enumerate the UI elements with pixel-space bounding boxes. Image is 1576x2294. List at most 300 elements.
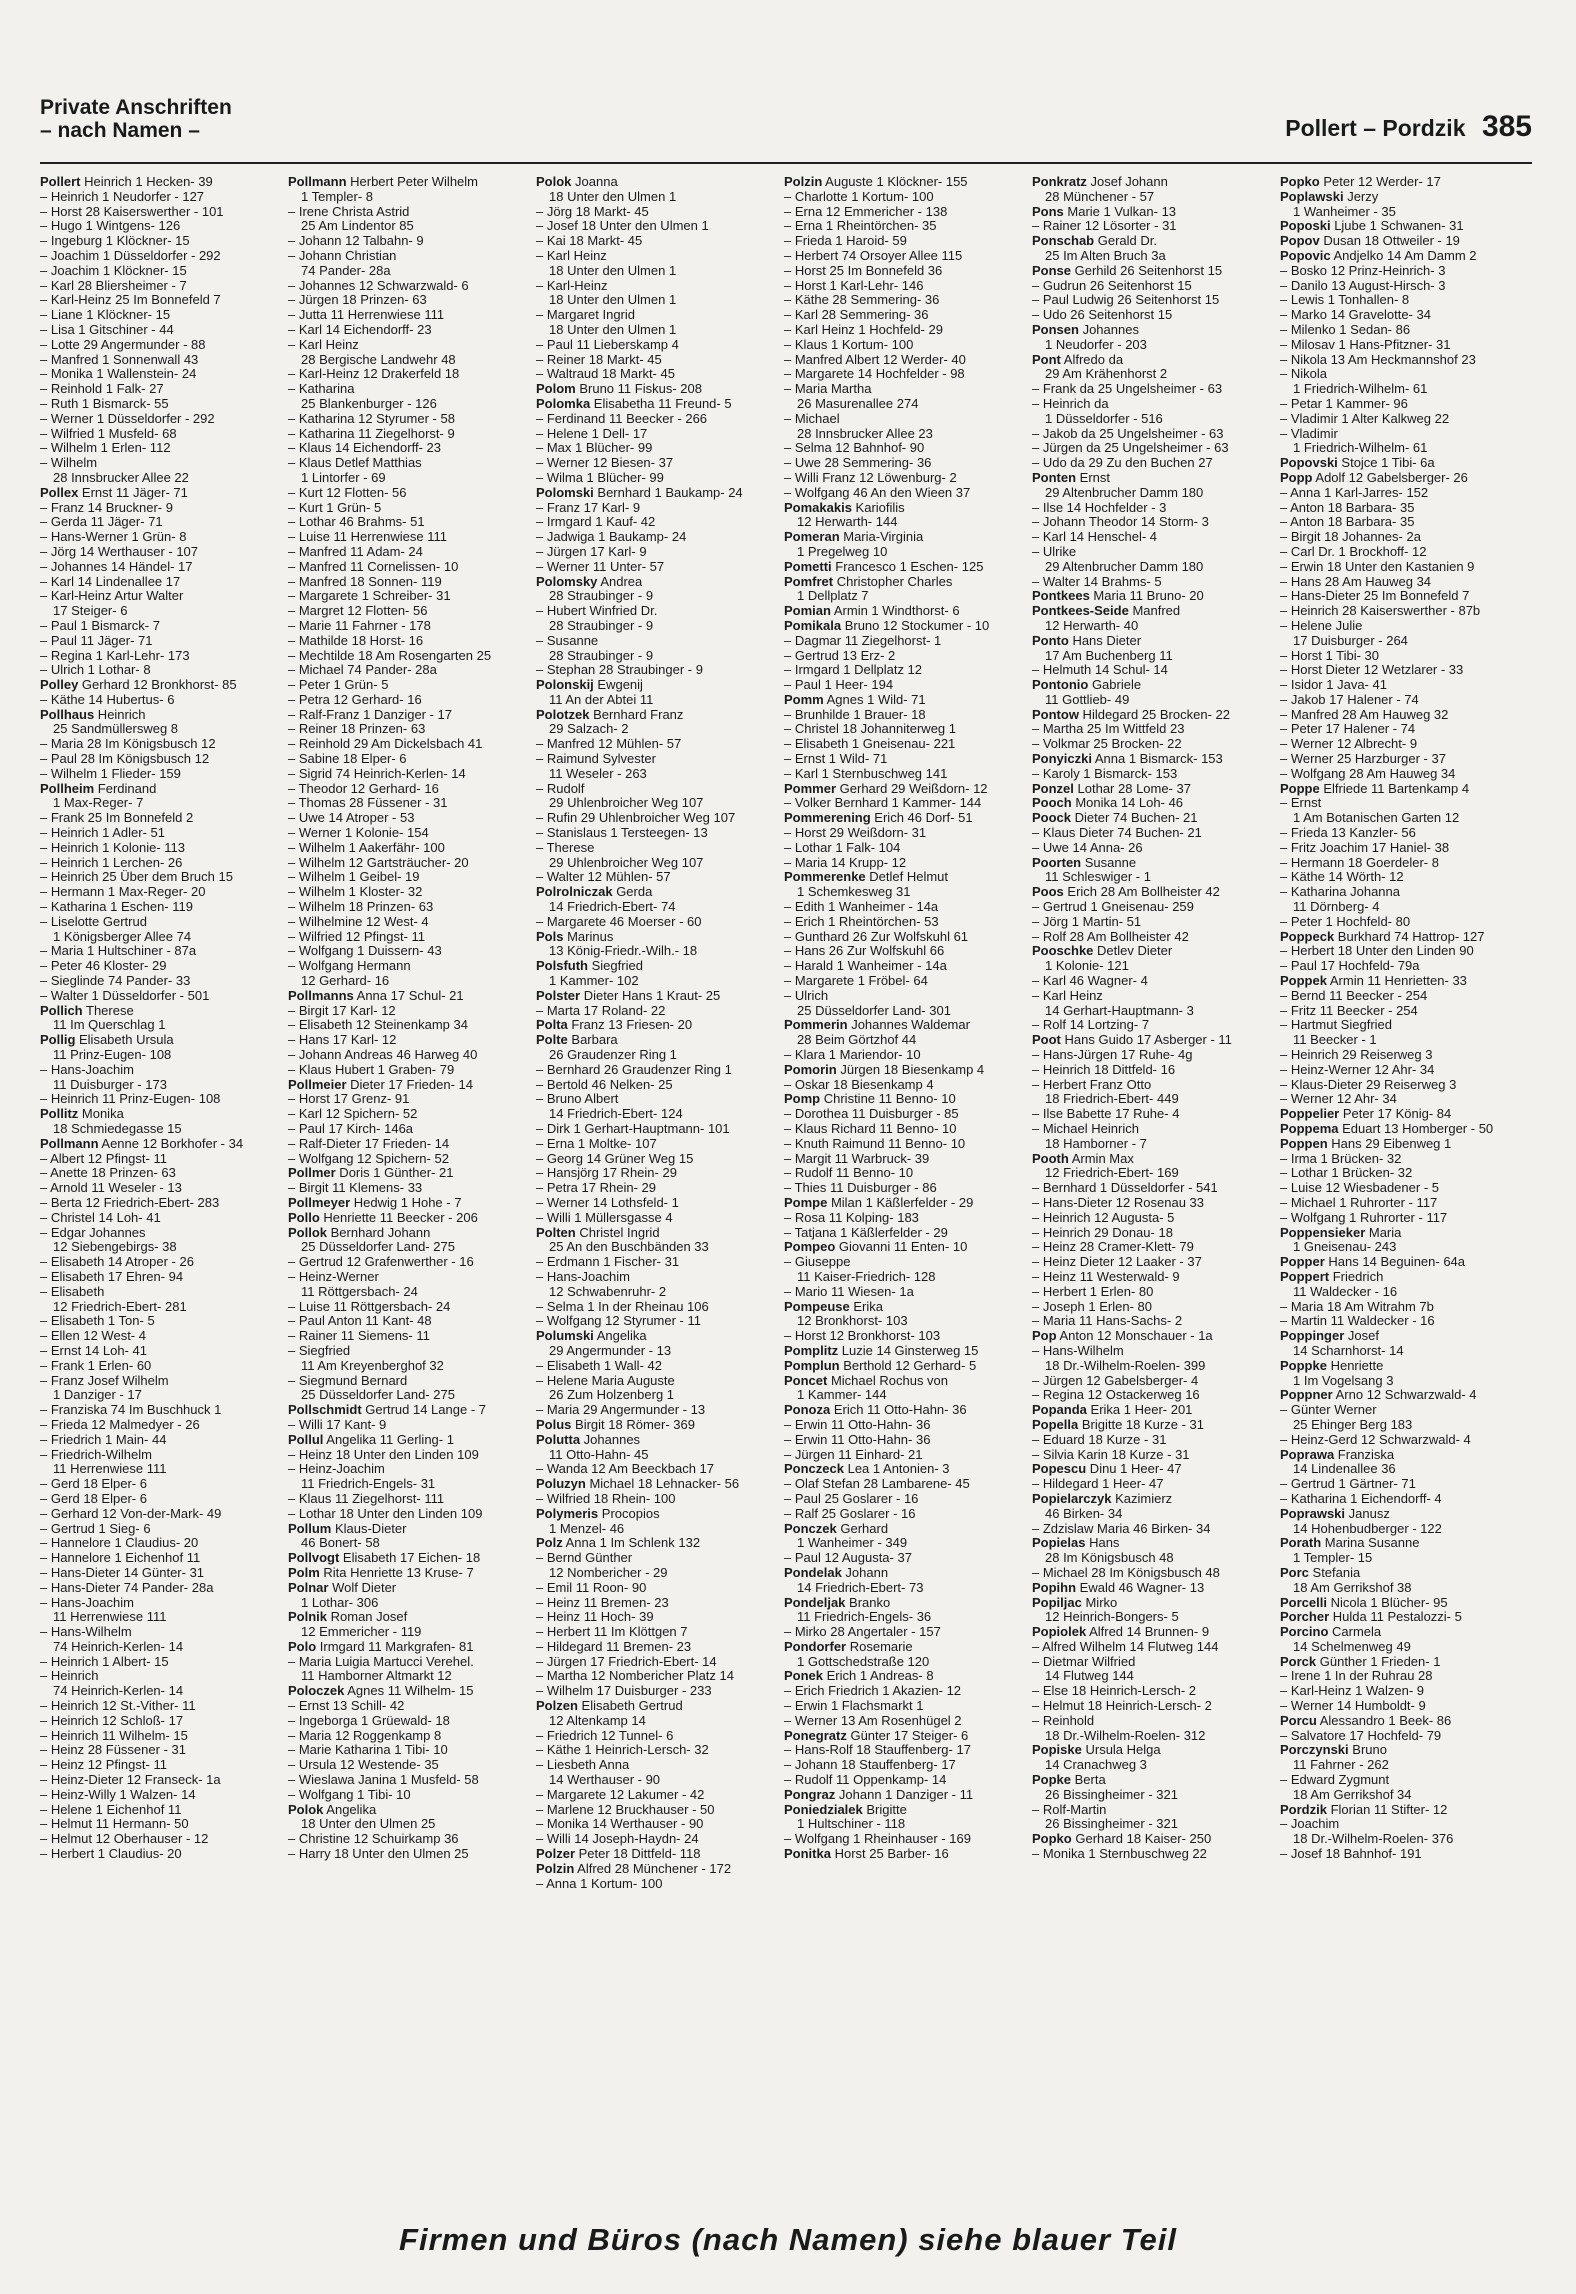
directory-entry: – Rosa 11 Kolping- 183 <box>784 1209 919 1225</box>
surname: Pollhaus <box>40 706 95 722</box>
directory-entry: Pooth Armin Max <box>1032 1150 1134 1166</box>
directory-entry: 1 Gneisenau- 243 <box>1280 1239 1397 1255</box>
directory-entry: – Luise 11 Röttgersbach- 24 <box>288 1298 451 1314</box>
directory-entry: – Joachim 1 Düsseldorfer - 292 <box>40 247 221 263</box>
directory-entry: – Manfred 18 Sonnen- 119 <box>288 573 442 589</box>
directory-entry: Poppek Armin 11 Henrietten- 33 <box>1280 973 1467 989</box>
surname: Pomm <box>784 691 824 707</box>
directory-entry: Polutta Johannes <box>536 1431 641 1447</box>
surname: Polster <box>536 987 581 1003</box>
directory-entry: – Klaus 1 Kortum- 100 <box>784 336 914 352</box>
directory-entry: – Karl-Heinz 25 Im Bonnefeld 7 <box>40 292 221 308</box>
surname: Polzin <box>784 175 823 189</box>
directory-entry: Polnik Roman Josef <box>288 1609 408 1625</box>
surname: Pomp <box>784 1091 821 1107</box>
directory-entry: – Hans-Joachim <box>536 1268 630 1284</box>
surname: Pomplitz <box>784 1342 839 1358</box>
directory-entry: Pomplun Berthold 12 Gerhard- 5 <box>784 1357 977 1373</box>
directory-entry: – Karoly 1 Bismarck- 153 <box>1032 765 1178 781</box>
directory-entry: Pollmann Herbert Peter Wilhelm <box>288 175 478 189</box>
directory-entry: – Johannes 14 Händel- 17 <box>40 558 193 574</box>
directory-entry: – Heinrich 11 Wilhelm- 15 <box>40 1727 188 1743</box>
page-range <box>1285 110 1532 144</box>
directory-entry: Polrolniczak Gerda <box>536 884 653 900</box>
directory-entry: 1 Schemkesweg 31 <box>784 884 911 900</box>
directory-entry: – Friedrich-Wilhelm <box>40 1446 152 1462</box>
directory-entry: – Mirko 28 Angertaler - 157 <box>784 1624 941 1640</box>
directory-entry: 18 Am Gerrikshof 34 <box>1280 1786 1412 1802</box>
directory-entry: – Sigrid 74 Heinrich-Kerlen- 14 <box>288 765 466 781</box>
directory-entry: Pomp Christine 11 Benno- 10 <box>784 1091 956 1107</box>
directory-entry: Polster Dieter Hans 1 Kraut- 25 <box>536 987 721 1003</box>
directory-entry: – Maria 29 Angermunder - 13 <box>536 1402 706 1418</box>
directory-entry: Pollmann Aenne 12 Borkhofer - 34 <box>40 1135 244 1151</box>
directory-entry: – Horst 29 Weißdorn- 31 <box>784 825 927 841</box>
directory-entry: – Hubert Winfried Dr. <box>536 603 658 619</box>
directory-entry: – Werner 13 Am Rosenhügel 2 <box>784 1712 962 1728</box>
surname: Poppke <box>1280 1357 1327 1373</box>
directory-entry: – Heinz Dieter 12 Laaker - 37 <box>1032 1254 1202 1270</box>
directory-entry: – Bruno Albert <box>536 1091 619 1107</box>
directory-entry: – Dagmar 11 Ziegelhorst- 1 <box>784 632 942 648</box>
directory-entry: Pontonio Gabriele <box>1032 677 1142 693</box>
directory-entry: – Walter 12 Mühlen- 57 <box>536 869 671 885</box>
directory-entry: – Silvia Karin 18 Kurze - 31 <box>1032 1446 1190 1462</box>
directory-entry: – Ernst <box>1280 795 1322 811</box>
directory-entry: – Luise 12 Wiesbadener - 5 <box>1280 1180 1439 1196</box>
directory-entry: Pompeo Giovanni 11 Enten- 10 <box>784 1239 968 1255</box>
directory-entry: Ponyiczki Anna 1 Bismarck- 153 <box>1032 751 1223 767</box>
directory-entry: – Salvatore 17 Hochfeld- 79 <box>1280 1727 1442 1743</box>
directory-entry: Ponse Gerhild 26 Seitenhorst 15 <box>1032 262 1223 278</box>
surname: Poppner <box>1280 1387 1333 1403</box>
directory-entry: – Wilma 1 Blücher- 99 <box>536 469 664 485</box>
directory-entry: – Klaus Dieter 74 Buchen- 21 <box>1032 825 1202 841</box>
surname: Polnik <box>288 1609 328 1625</box>
directory-entry: Popella Brigitte 18 Kurze - 31 <box>1032 1416 1204 1432</box>
directory-entry: – Maria 1 Hultschiner - 87a <box>40 943 197 959</box>
directory-entry: Popiolek Alfred 14 Brunnen- 9 <box>1032 1624 1210 1640</box>
directory-entry: Polomka Elisabetha 11 Freund- 5 <box>536 395 732 411</box>
directory-entry: – Karl 28 Bliersheimer - 7 <box>40 277 187 293</box>
directory-entry: – Heinz-Willy 1 Walzen- 14 <box>40 1786 196 1802</box>
directory-entry: – Hildegard 11 Bremen- 23 <box>536 1638 692 1654</box>
directory-entry: – Manfred 28 Am Hauweg 32 <box>1280 706 1449 722</box>
directory-entry: Porc Stefania <box>1280 1564 1361 1580</box>
directory-entry: 17 Am Buchenberg 11 <box>1032 647 1173 663</box>
directory-entry: Poppe Elfriede 11 Bartenkamp 4 <box>1280 780 1470 796</box>
directory-entry: – Johann Christian <box>288 247 397 263</box>
directory-entry: 25 Blankenburger - 126 <box>288 395 437 411</box>
surname: Porc <box>1280 1564 1309 1580</box>
directory-entry: – Heinrich 12 Schloß- 17 <box>40 1712 184 1728</box>
directory-entry: Pommer Gerhard 29 Weißdorn- 12 <box>784 780 988 796</box>
directory-entry: – Heinz 12 Pfingst- 11 <box>40 1757 167 1773</box>
directory-entry: – Helene Maria Auguste <box>536 1372 675 1388</box>
directory-entry: 12 Bronkhorst- 103 <box>784 1313 908 1329</box>
directory-entry: Poniedzialek Brigitte <box>784 1801 907 1817</box>
directory-entry: – Arnold 11 Weseler - 13 <box>40 1180 182 1196</box>
directory-entry: – Margarete 1 Schreiber- 31 <box>288 588 451 604</box>
directory-entry: – Ralf-Franz 1 Danziger - 17 <box>288 706 453 722</box>
directory-entry: – Klaus Hubert 1 Graben- 79 <box>288 1061 455 1077</box>
directory-entry: Poos Erich 28 Am Bollheister 42 <box>1032 884 1220 900</box>
directory-entry: – Gertrud 1 Gärtner- 71 <box>1280 1476 1416 1492</box>
directory-entry: – Selma 12 Bahnhof- 90 <box>784 440 925 456</box>
directory-entry: 18 Unter den Ulmen 25 <box>288 1816 436 1832</box>
directory-entry: – Friedrich 1 Main- 44 <box>40 1431 167 1447</box>
directory-entry: Polomsky Andrea <box>536 573 643 589</box>
directory-entry: 1 Friedrich-Wilhelm- 61 <box>1280 440 1428 456</box>
directory-entry: Polte Barbara <box>536 1032 618 1048</box>
surname: Pontkees <box>1032 588 1090 604</box>
surname: Poot <box>1032 1032 1061 1048</box>
directory-entry: Pomikala Bruno 12 Stockumer - 10 <box>784 617 990 633</box>
directory-entry: 28 Münchener - 57 <box>1032 188 1155 204</box>
page-header <box>40 92 1532 164</box>
directory-entry: – Jutta 11 Herrenwiese 111 <box>288 307 445 323</box>
directory-entry: – Heinrich 11 Prinz-Eugen- 108 <box>40 1091 221 1107</box>
directory-entry: – Erich Friedrich 1 Akazien- 12 <box>784 1683 962 1699</box>
directory-entry: 11 Waldecker - 16 <box>1280 1283 1398 1299</box>
surname: Pollo <box>288 1209 320 1225</box>
directory-entry: – Petra 17 Rhein- 29 <box>536 1180 656 1196</box>
directory-entry: – Vladimir <box>1280 425 1338 441</box>
directory-entry: – Paul Ludwig 26 Seitenhorst 15 <box>1032 292 1220 308</box>
surname: Pomikala <box>784 617 842 633</box>
directory-entry: 14 Werthauser - 90 <box>536 1772 661 1788</box>
directory-entry: 46 Birken- 34 <box>1032 1505 1123 1521</box>
directory-entry: Poppeck Burkhard 74 Hattrop- 127 <box>1280 928 1485 944</box>
surname: Poprawski <box>1280 1505 1346 1521</box>
directory-entry: – Hans-Joachim <box>40 1594 134 1610</box>
directory-entry: – Herbert 74 Orsoyer Allee 115 <box>784 247 963 263</box>
directory-entry: – Anette 18 Prinzen- 63 <box>40 1165 176 1181</box>
directory-entry: Popp Adolf 12 Gabelsberger- 26 <box>1280 469 1468 485</box>
directory-entry: – Jürgen 17 Friedrich-Ebert- 14 <box>536 1653 717 1669</box>
directory-entry: – Rufin 29 Uhlenbroicher Weg 107 <box>536 810 736 826</box>
directory-entry: – Birgit 17 Karl- 12 <box>288 1002 396 1018</box>
directory-entry: – Willi 14 Joseph-Haydn- 24 <box>536 1831 699 1847</box>
directory-entry: Polten Christel Ingrid <box>536 1224 660 1240</box>
directory-entry: – Werner 11 Unter- 57 <box>536 558 665 574</box>
directory-entry: Ponitka Horst 25 Barber- 16 <box>784 1846 949 1862</box>
surname: Ponschab <box>1032 233 1095 249</box>
directory-entry: – Peter 17 Halener - 74 <box>1280 721 1416 737</box>
directory-entry: Poppema Eduart 13 Homberger - 50 <box>1280 1121 1494 1136</box>
directory-entry: – Marlene 12 Bruckhauser - 50 <box>536 1801 715 1817</box>
directory-entry: – Herbert 1 Erlen- 80 <box>1032 1283 1154 1299</box>
surname: Pontkees-Seide <box>1032 603 1129 619</box>
directory-entry: – Bernd 11 Beecker - 254 <box>1280 987 1428 1003</box>
directory-entry: – Werner 14 Lothsfeld- 1 <box>536 1194 679 1210</box>
directory-entry: 12 Gerhard- 16 <box>288 973 390 989</box>
directory-entry: 26 Zum Holzenberg 1 <box>536 1387 675 1403</box>
surname: Popella <box>1032 1416 1079 1432</box>
directory-entry: – Lothar 46 Brahms- 51 <box>288 514 425 530</box>
directory-entry: – Herbert 1 Claudius- 20 <box>40 1846 182 1862</box>
directory-entry: – Alfred Wilhelm 14 Flutweg 144 <box>1032 1638 1219 1654</box>
directory-entry: – Wolfgang 28 Am Hauweg 34 <box>1280 765 1456 781</box>
directory-entry: Pollmeier Dieter 17 Frieden- 14 <box>288 1076 473 1092</box>
directory-entry: Poppner Arno 12 Schwarzwald- 4 <box>1280 1387 1477 1403</box>
directory-entry: – Heinrich 1 Adler- 51 <box>40 825 166 841</box>
surname: Polo <box>288 1638 317 1654</box>
directory-entry: – Karl 14 Lindenallee 17 <box>40 573 181 589</box>
directory-entry: – Hans-Jürgen 17 Ruhe- 4g <box>1032 1047 1193 1063</box>
directory-entry: – Anna 1 Kortum- 100 <box>536 1875 663 1891</box>
directory-entry: – Rainer 11 Siemens- 11 <box>288 1328 430 1344</box>
surname: Poppensieker <box>1280 1224 1366 1240</box>
directory-entry: Pols Marinus <box>536 928 614 944</box>
directory-entry: – Karl 1 Sternbuschweg 141 <box>784 765 948 781</box>
directory-entry: – Heinz 28 Cramer-Klett- 79 <box>1032 1239 1194 1255</box>
directory-entry: – Michael <box>784 410 840 426</box>
surname: Pooch <box>1032 795 1072 811</box>
directory-entry: – Horst 12 Bronkhorst- 103 <box>784 1328 941 1344</box>
directory-entry: – Dorothea 11 Duisburger - 85 <box>784 1106 959 1122</box>
directory-entry: – Wolfgang 46 An den Wieen 37 <box>784 484 971 500</box>
directory-entry: Polom Bruno 11 Fiskus- 208 <box>536 381 702 397</box>
directory-entry: Porath Marina Susanne <box>1280 1535 1420 1551</box>
directory-entry: – Karl 14 Eichendorff- 23 <box>288 321 432 337</box>
directory-entry: – Ilse Babette 17 Ruhe- 4 <box>1032 1106 1180 1122</box>
directory-entry: Ponek Erich 1 Andreas- 8 <box>784 1668 934 1684</box>
directory-entry: – Ursula 12 Westende- 35 <box>288 1757 439 1773</box>
surname: Popiolek <box>1032 1624 1087 1640</box>
directory-entry: – Werner 12 Ahr- 34 <box>1280 1091 1397 1107</box>
directory-entry: – Elisabeth 1 Gneisenau- 221 <box>784 736 956 752</box>
directory-entry: 11 Herrenwiese 111 <box>40 1609 167 1625</box>
directory-entry: Pollmeyer Hedwig 1 Hohe - 7 <box>288 1194 462 1210</box>
directory-entry: Pollig Elisabeth Ursula <box>40 1032 174 1048</box>
directory-entry: 11 Am Kreyenberghof 32 <box>288 1357 444 1373</box>
surname: Poluzyn <box>536 1476 586 1492</box>
directory-entry: Ponzel Lothar 28 Lome- 37 <box>1032 780 1191 796</box>
surname: Poposki <box>1280 218 1331 234</box>
directory-entry: – Volkmar 25 Brocken- 22 <box>1032 736 1182 752</box>
directory-entry: – Hugo 1 Wintgens- 126 <box>40 218 181 234</box>
directory-entry: – Heinrich 1 Lerchen- 26 <box>40 854 183 870</box>
directory-entry: – Tatjana 1 Käßlerfelder - 29 <box>784 1224 948 1240</box>
directory-entry: 28 Straubinger - 9 <box>536 617 654 633</box>
surname: Pollmanns <box>288 987 354 1003</box>
directory-entry: 26 Bissingheimer - 321 <box>1032 1786 1178 1802</box>
directory-entry: – Helene Julie <box>1280 617 1363 633</box>
directory-entry: – Karl-Heinz <box>536 277 608 293</box>
directory-entry: – Frank 1 Erlen- 60 <box>40 1357 152 1373</box>
directory-entry: Pordzik Florian 11 Stifter- 12 <box>1280 1801 1448 1817</box>
surname: Pomian <box>784 603 831 619</box>
directory-entry: – Wilfried 12 Pfingst- 11 <box>288 928 426 944</box>
surname: Pollul <box>288 1431 324 1447</box>
directory-entry: 1 Lintorfer - 69 <box>288 469 386 485</box>
directory-entry: – Udo da 29 Zu den Buchen 27 <box>1032 455 1213 471</box>
directory-entry: – Irene Christa Astrid <box>288 203 410 219</box>
directory-entry: Poncet Michael Rochus von <box>784 1372 949 1388</box>
directory-entry: – Manfred Albert 12 Werder- 40 <box>784 351 966 367</box>
directory-entry: – Martin 11 Waldecker - 16 <box>1280 1313 1435 1329</box>
directory-entry: Pollum Klaus-Dieter <box>288 1520 407 1536</box>
directory-entry: – Emil 11 Roon- 90 <box>536 1579 647 1595</box>
surname: Popko <box>1280 175 1320 189</box>
directory-entry: – Jürgen 12 Gabelsberger- 4 <box>1032 1372 1199 1388</box>
directory-entry: – Kurt 12 Flotten- 56 <box>288 484 407 500</box>
directory-entry: 14 Cranachweg 3 <box>1032 1757 1147 1773</box>
directory-entry: – Wilfried 1 Musfeld- 68 <box>40 425 177 441</box>
directory-entry: – Margret 12 Flotten- 56 <box>288 603 428 619</box>
directory-entry: 1 Hultschiner - 118 <box>784 1816 906 1832</box>
directory-entry: 26 Masurenallee 274 <box>784 395 919 411</box>
directory-entry: – Erdmann 1 Fischer- 31 <box>536 1254 680 1270</box>
directory-entry: – Gertrud 12 Grafenwerther - 16 <box>288 1254 474 1270</box>
directory-entry: 26 Bissingheimer - 321 <box>1032 1816 1178 1832</box>
directory-entry: 26 Graudenzer Ring 1 <box>536 1047 677 1063</box>
directory-entry: – Anton 18 Barbara- 35 <box>1280 514 1415 530</box>
directory-entry: 18 Am Gerrikshof 38 <box>1280 1579 1412 1595</box>
directory-entry: Polzen Elisabeth Gertrud <box>536 1698 683 1714</box>
directory-entry: – Karl 14 Henschel- 4 <box>1032 529 1158 545</box>
directory-entry: – Harry 18 Unter den Ulmen 25 <box>288 1846 469 1862</box>
directory-entry: 74 Pander- 28a <box>288 262 391 278</box>
directory-entry: – Klara 1 Mariendor- 10 <box>784 1047 921 1063</box>
directory-entry: – Petra 12 Gerhard- 16 <box>288 691 422 707</box>
directory-entry: – Wilhelm 18 Prinzen- 63 <box>288 899 434 915</box>
directory-entry: – Reiner 18 Prinzen- 63 <box>288 721 426 737</box>
directory-entry: – Heinz 11 Hoch- 39 <box>536 1609 654 1625</box>
directory-entry: – Elisabeth 1 Wall- 42 <box>536 1357 662 1373</box>
surname: Polsfuth <box>536 958 588 974</box>
directory-entry: – Lotte 29 Angermunder - 88 <box>40 336 206 352</box>
surname: Popp <box>1280 469 1313 485</box>
directory-entry: – Erna 1 Moltke- 107 <box>536 1135 657 1151</box>
directory-entry: – Horst 28 Kaiserswerther - 101 <box>40 203 224 219</box>
directory-column <box>288 175 536 2177</box>
directory-entry: – Herbert Franz Otto <box>1032 1076 1152 1092</box>
surname: Poppelier <box>1280 1106 1340 1122</box>
directory-entry: 14 Friedrich-Ebert- 124 <box>536 1106 683 1122</box>
directory-entry: Poppke Henriette <box>1280 1357 1384 1373</box>
directory-entry: – Wolfgang 1 Rheinhauser - 169 <box>784 1831 971 1847</box>
directory-entry: – Paul 11 Lieberskamp 4 <box>536 336 679 352</box>
directory-entry: – Käthe 1 Heinrich-Lersch- 32 <box>536 1742 709 1758</box>
directory-entry: – Maria 14 Krupp- 12 <box>784 854 907 870</box>
directory-entry: – Erwin 11 Otto-Hahn- 36 <box>784 1416 931 1432</box>
directory-entry: – Hans 26 Zur Wolfskuhl 66 <box>784 943 945 959</box>
directory-entry: – Selma 1 In der Rheinau 106 <box>536 1298 709 1314</box>
directory-entry: 46 Bonert- 58 <box>288 1535 380 1551</box>
directory-entry: Poloczek Agnes 11 Wilhelm- 15 <box>288 1683 474 1699</box>
directory-entry: – Heinz-Werner 12 Ahr- 34 <box>1280 1061 1435 1077</box>
directory-entry: – Klaus Richard 11 Benno- 10 <box>784 1121 957 1136</box>
surname: Polok <box>288 1801 324 1817</box>
directory-entry: – Katharina 1 Eichendorff- 4 <box>1280 1490 1442 1506</box>
directory-entry: 1 Königsberger Allee 74 <box>40 928 192 944</box>
directory-entry: – Hans-Werner 1 Grün- 8 <box>40 529 187 545</box>
directory-entry: Poppert Friedrich <box>1280 1268 1384 1284</box>
surname: Porcher <box>1280 1609 1330 1625</box>
directory-entry: Polnar Wolf Dieter <box>288 1579 397 1595</box>
directory-entry: – Christine 12 Schuirkamp 36 <box>288 1831 459 1847</box>
directory-entry: 12 Altenkamp 14 <box>536 1712 646 1728</box>
directory-entry: – Walter 14 Brahms- 5 <box>1032 573 1162 589</box>
directory-entry: – Willi Franz 12 Löwenburg- 2 <box>784 469 957 485</box>
directory-entry: – Paul 28 Im Königsbusch 12 <box>40 751 210 767</box>
directory-entry: 18 Unter den Ulmen 1 <box>536 321 677 337</box>
directory-entry: – Uwe 14 Atroper - 53 <box>288 810 415 826</box>
directory-entry: Popielas Hans <box>1032 1535 1120 1551</box>
directory-entry: – Albert 12 Pfingst- 11 <box>40 1150 167 1166</box>
directory-entry: – Martha 25 Im Wittfeld 23 <box>1032 721 1185 737</box>
directory-entry: – Luise 11 Herrenwiese 111 <box>288 529 447 545</box>
surname: Polotzek <box>536 706 590 722</box>
directory-entry: – Friedrich 12 Tunnel- 6 <box>536 1727 674 1743</box>
directory-entry: – Klaus 11 Ziegelhorst- 111 <box>288 1490 445 1506</box>
directory-entry: Pontkees Maria 11 Bruno- 20 <box>1032 588 1204 604</box>
directory-entry: 29 Angermunder - 13 <box>536 1342 672 1358</box>
directory-entry: – Lisa 1 Gitschiner - 44 <box>40 321 174 337</box>
surname: Porcino <box>1280 1624 1329 1640</box>
directory-entry: – Birgit 18 Johannes- 2a <box>1280 529 1421 545</box>
directory-entry: 1 Kammer- 144 <box>784 1387 887 1403</box>
directory-entry: – Joachim <box>1280 1816 1340 1832</box>
directory-entry: Popiljac Mirko <box>1032 1594 1118 1610</box>
directory-entry: – Werner 12 Albrecht- 9 <box>1280 736 1418 752</box>
directory-entry: – Ulrich <box>784 987 829 1003</box>
directory-entry: – Harald 1 Wanheimer - 14a <box>784 958 947 974</box>
directory-entry: – Jörg 18 Markt- 45 <box>536 203 649 219</box>
directory-entry: 12 Herwarth- 40 <box>1032 617 1139 633</box>
directory-entry: – Jörg 1 Martin- 51 <box>1032 913 1142 929</box>
directory-entry: Pommerin Johannes Waldemar <box>784 1017 970 1033</box>
surname: Popke <box>1032 1772 1072 1788</box>
directory-entry: Ponczek Gerhard <box>784 1520 889 1536</box>
directory-entry: – Reinhold 1 Falk- 27 <box>40 381 164 397</box>
surname: Poprawa <box>1280 1446 1335 1462</box>
directory-entry: – Jürgen 17 Karl- 9 <box>536 543 647 559</box>
directory-entry: – Maria Martha <box>784 381 872 397</box>
directory-entry: – Charlotte 1 Kortum- 100 <box>784 188 934 204</box>
surname: Poncet <box>784 1372 828 1388</box>
directory-entry: 1 Gottschedstraße 120 <box>784 1653 930 1669</box>
directory-entry: – Paul 12 Augusta- 37 <box>784 1550 912 1566</box>
directory-entry: Polzin Auguste 1 Klöckner- 155 <box>784 175 968 189</box>
directory-entry: – Karl-Heinz Artur Walter <box>40 588 184 604</box>
directory-entry: 11 Herrenwiese 111 <box>40 1461 167 1477</box>
directory-entry: – Bosko 12 Prinz-Heinrich- 3 <box>1280 262 1446 278</box>
directory-column <box>40 175 288 2177</box>
surname: Popper <box>1280 1254 1325 1270</box>
directory-entry: – Wilhelm 1 Flieder- 159 <box>40 765 181 781</box>
footer-note: Firmen und Büros (nach Namen) siehe blauer Teil <box>399 2222 1177 2257</box>
directory-entry: Poppinger Josef <box>1280 1328 1379 1344</box>
surname: Poppinger <box>1280 1328 1345 1344</box>
directory-entry: Poprawski Janusz <box>1280 1505 1390 1521</box>
surname: Pondeljak <box>784 1594 846 1610</box>
directory-entry: 12 Schwabenruhr- 2 <box>536 1283 667 1299</box>
directory-entry: 28 Innsbrucker Allee 23 <box>784 425 933 441</box>
surname: Polymeris <box>536 1505 599 1521</box>
directory-entry: – Ulrike <box>1032 543 1077 559</box>
directory-entry: – Margit 11 Warbruck- 39 <box>784 1150 930 1166</box>
directory-entry: – Christel 14 Loh- 41 <box>40 1209 161 1225</box>
surname: Pons <box>1032 203 1064 219</box>
directory-entry: – Herbert 18 Unter den Linden 90 <box>1280 943 1474 959</box>
directory-entry: 18 Unter den Ulmen 1 <box>536 188 677 204</box>
directory-entry: – Thies 11 Duisburger - 86 <box>784 1180 937 1196</box>
directory-entry: – Hans-Rolf 18 Stauffenberg- 17 <box>784 1742 971 1758</box>
surname: Pompeuse <box>784 1298 850 1314</box>
